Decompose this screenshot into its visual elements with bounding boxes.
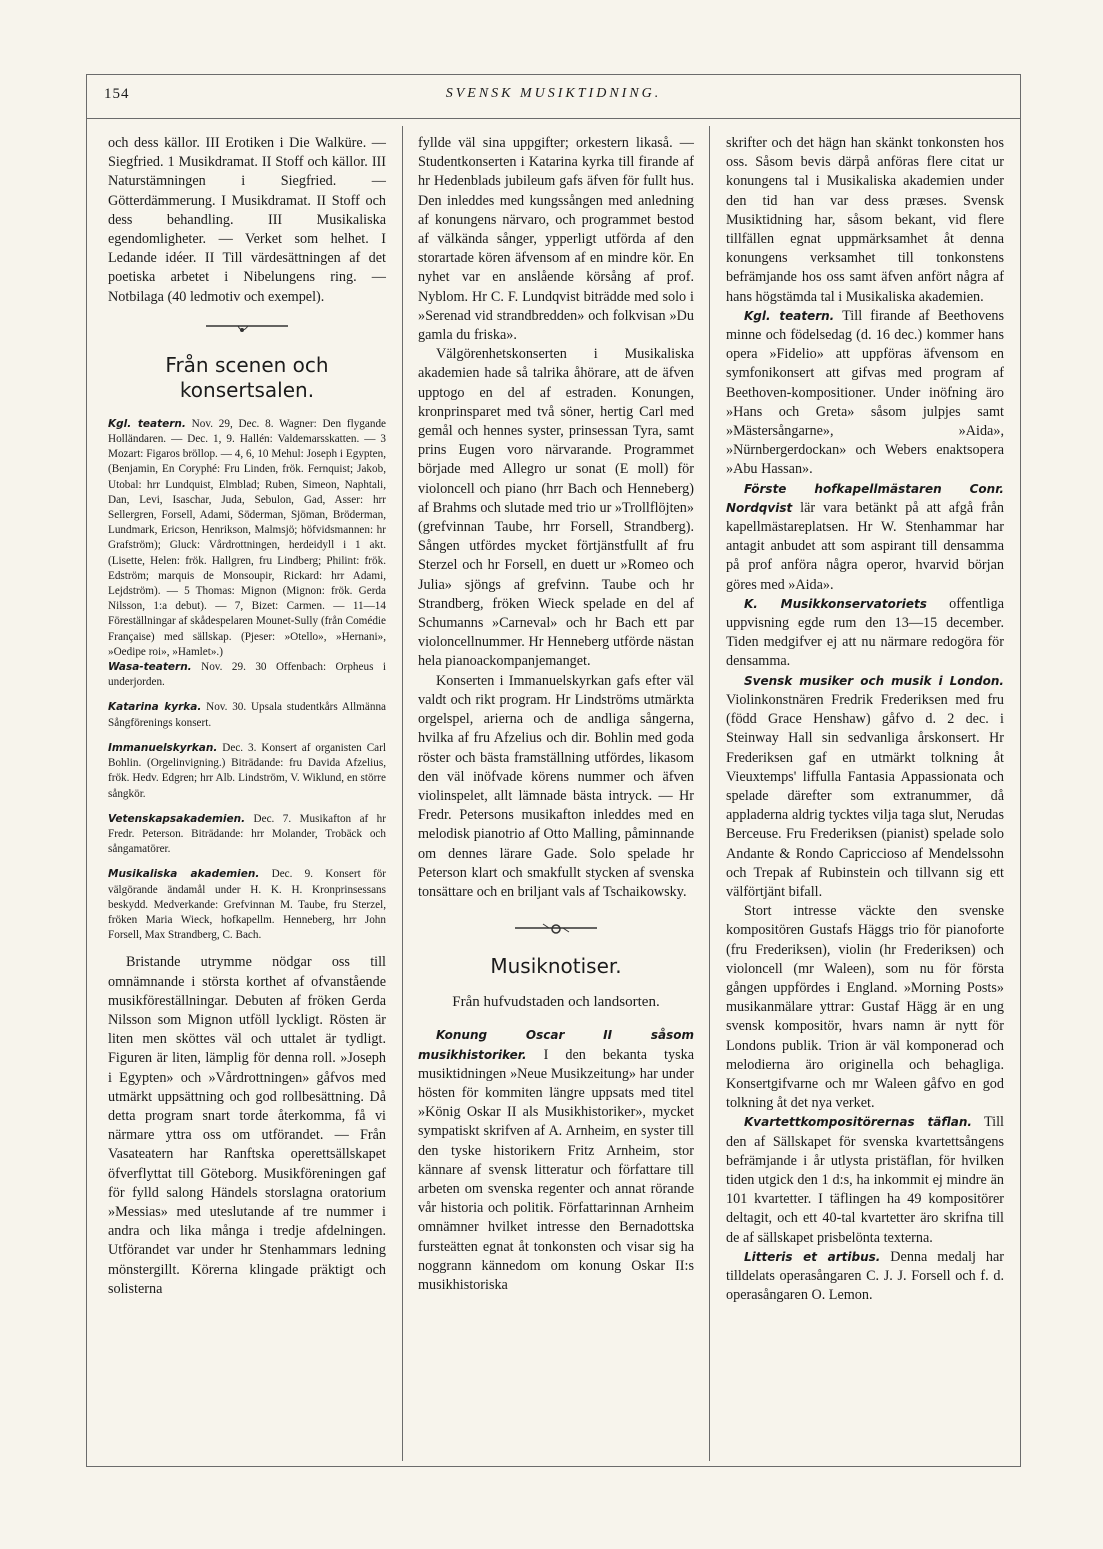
entry-vetenskapsakademien [108,812,386,858]
paragraph [726,595,1004,672]
paragraph-text: Violinkonstnären Fredrik Frederiksen med fru (född Grace Henshaw) gåfvo d. 2 dec. i Steinway Hall sin sedvanliga årskonsert. Hr Frederiksen gaf en utmärkt tolkning åt Vieuxtemps' liffulla Fantasia Appassionata och spelade därefter som extranummer, då appladerna aldrig tycktes vilja taga slut, Nerudas Berceuse. Fru Frederiksen (pianist) spelade solo Andante & Rondo Capriccioso af Mendelssohn och Trepak af Rubinstein och tillvann sig ett välförtjänt bifall. [726,691,1004,900]
paragraph: Stort intresse väckte den svenske kompositören Gustafs Häggs trio för pianoforte (fru Frederiksen), violin (hr Frederiksen) och violoncell (mr Waleen), som nu för första gången uppfördes i England. »Morning Posts» musikanmälare yttrar: Gustaf Hägg är en ung svensk kompositör, hvars namn är nytt för Londons publik. Trion är väl komponerad och melodierna äro originella och behagliga. Konsertgifvarne och mr Waleen gåfvo en god tolkning åt det nya verket. [726,903,1004,1112]
closing-paragraph: Bristande utrymme nödgar oss till omnämnande i största korthet af ofvanstående musikföreställningar. Debuten af fröken Gerda Nilsson som Mignon utföll lyckligt. Rösten är liten men sköttes väl och uttalet är tydligt. Figuren är liten, lämplig för denna roll. »Joseph i Egypten» och »Vårdrottningen» gåfvos med utmärkt uppsättning och god rollbesättning. Då detta program snart torde återkomma, få vi närmare yttra oss om utförandet. — Från Vasateatern har Ranftska operettsällskapet öfverflyttat till Göteborg. Musikföreningen gaf för fylld salong Händels storslagna oratorium »Messias» med uteslutande af tre nummer i andra och lika många i tredje afdelningen. Utförandet var under hr Stenhammars ledning mönstergillt. Körerna klingade präktigt och solisterna [108,954,386,1297]
page-header [86,78,1021,118]
venue-label: Svensk musiker och musik i London. [744,673,1004,688]
intro-paragraph: och dess källor. III Erotiken i Die Walküre. — Siegfried. 1 Musikdramat. II Stoff och källor. III Naturstämningen i Siegfried. — Götterdämmerung. I Musikdramat. II Stoff och dess behandling. III Musikaliska egendomligheter. — Verket som helhet. I Ledande idéer. II Till värdesättningen af det poetiska arbetet i Nibelungens ring. — Notbilaga (40 ledmotiv och exempel). [108,135,386,305]
paragraph: Välgörenhetskonserten i Musikaliska akademien hade så talrika åhörare, att de äfven upptogo en del af estraden. Konungen, kronprinsparet med två söner, hertig Carl med gemål och hennes syster, prinsessan Tyra, samt prins Eugen voro närvarande. Programmet började med Allegro ur sonat (E moll) för violoncell och piano (hrr Bach och Henneberg) af Brahms och slutade med trio ur »Trollflöjten» (grefvinnan Taube, hrr Forsell, Strandberg). Sången utfördes mycket förtjänstfullt af fru Sterzel och hr Forsell, en duett ur »Romeo och Julia» sjöngs af grefvinn. Taube och hr Strandberg, fröken Wieck spelade en del af Schumanns »Carneval» och hr Bach ett par violoncellnummer. Hr Henneberg utförde nästan hela pianoackompanjemanget. [418,346,694,670]
venue-label: Litteris et artibus. [744,1249,881,1264]
paragraph [726,1113,1004,1247]
column-divider [709,126,710,1461]
entry-text: Dec. 9. Konsert för välgörande ändamål under H. K. H. Kronprinsessans beskydd. Medverkande: Grefvinnan M. Taube, fru Sterzel, fröken Maria Wieck, hofkapellm. Henneberg, hrr John Forsell, Max Strandberg, C. Bach. [108,868,386,942]
header-rule [86,118,1021,119]
venue-label: K. Musikkonservatoriets [744,596,927,611]
entry-text: Nov. 29. 30 Offenbach: Orpheus i underjorden. [108,661,386,689]
paragraph-text: offentliga uppvisning egde rum den 13—15 december. Tiden medgifver ej att nu närmare redogöra för densamma. [726,595,1004,670]
paragraph [418,1026,694,1295]
venue-label: Konung Oscar II såsom musikhistoriker. [418,1028,694,1062]
entry-text: Nov. 29, Dec. 8. Wagner: Den flygande Holländaren. — Dec. 1, 9. Hallén: Valdemarsskatten. — 3 Mozart: Figaros bröllop. — 4, 6, 10 Mehul: Joseph i Egypten, (Benjamin, En Coryphé: Fru Linden, frök. Fernquist; Jakob, Utobal: hrr Lundquist, Elmblad; Ruben, Simeon, Naphtali, Dan, Levi, Isaschar, Juda, Sebulon, Gad, Asser: hrr Sellergren, Forsell, Adami, Söderman, Sjöman, Bröderman, Lundmark, Ericson, Henrikson, Malmsjö; höfvidsmannen: hr Grafström); Gluck: Vårdrottningen, herdeidyll i 1 akt. (Lisette, Helen: frök. Hallgren, fru Lindberg; Philint: frök. Edström; marquis de Monsoupir, Rickard: hrr Adami, Lejdström). — 5 Thomas: Mignon (Mignon: frök. Gerda Nilsson, 1:a debut). — 7, Bizet: Carmen. — 11—14 Föreställningar af skådespelaren Mounet-Sully (från Comédie Française) med sällskap. (Pjeser: »Otello», »Hernani», »Oedipe roi», »Hamlet».) [108,417,387,658]
paragraph-text: Denna medalj har tilldelats operasångaren C. J. J. Forsell och f. d. operasångaren O. Lemon. [726,1248,1004,1304]
venue-label: Katarina kyrka. [108,701,202,714]
section-title-notices: Musiknotiser. [490,954,622,979]
paragraph: skrifter och det hägn han skänkt tonkonsten hos oss. Såsom bevis därpå anföras flere citat ur konungens tal i Musikaliska akademien under den tid han var dess præses. Svensk Musiktidning har, såsom bekant, vid flere tillfällen egnat uppmärksamhet åt denna konungens verksamhet till tonkonstens befrämjande hos oss samt äfven anfört några af hans högstämda tal i Musikaliska akademien. [726,135,1004,305]
ornament-divider [418,920,694,938]
entry-immanuelskyrkan [108,741,386,802]
paragraph [726,672,1004,902]
paragraph: Konserten i Immanuelskyrkan gafs efter väl valdt och rikt program. Hr Lindströms utmärkta orgelspel, arierna och de andliga sångerna, hvilka af fru Afzelius och dir. Bohlin med goda röster och bästa framställning utfördes, likasom den väl inöfvade körens nummer och äfven violinspelet, allt lämnade bästa intryck. — Hr Fredr. Petersons musikafton inleddes med en melodisk pianotrio af Otto Malling, påminnande om dennes lärare Gade. Solo spelade hr Peterson klart och smakfullt stycken af svenska tonsättare och en briljant vals af Tschaikowsky. [418,672,694,900]
column-2 [418,134,694,1295]
paragraph-text: lär vara betänkt på att afgå från kapellmästareplatsen. Hr W. Stenhammar har antagit anbudet att som aspirant till densamma på prof anföra några operor, hvarvid början göres med »Aida». [726,499,1004,593]
ornament-divider [108,319,386,337]
column-1 [108,134,386,1299]
journal-title: SVENSK MUSIKTIDNING. [445,86,662,101]
paragraph [726,480,1004,595]
entry-text: Dec. 3. Konsert af organisten Carl Bohlin. (Orgelinvigning.) Biträdande: fru Davida Afzelius, frök. Hedv. Edgren; hrr Alb. Lindström, V. Wiklund, en större sångkör. [108,741,386,800]
entry-text: Nov. 30. Upsala studentkårs Allmänna Sångförenings konsert. [108,701,387,729]
section-subtitle: Från hufvudstaden och landsorten. [452,994,660,1011]
paragraph-text: Till den af Sällskapet för svenska kvartettsångens befrämjande i år utlysta pristäflan, för hvilken tiden utgick den 1 d:s, ha inkommit ej mindre än 101 kvartetter. I täflingen ha 49 kompositörer deltagit, och ett 40-tal kvartetter äro skrifna till de af sällskapet prisbelönta texterna. [726,1114,1004,1246]
venue-label: Kgl. teatern. [744,308,835,323]
venue-label: Wasa-teatern. [108,661,192,674]
entry-kgl-teatern [108,417,386,660]
venue-label: Förste hofkapellmästaren Conr. Nordqvist [726,481,1004,515]
paragraph-text: I den bekanta tyska musiktidningen »Neue Musikzeitung» har under hösten för kommiten längre uppsats med titel »König Oskar II als Musikhistoriker», mycket sympatiskt skrifven af A. Arnheim, en syster till den tyske historikern Fritz Arnheim, stor kännare af svensk litteratur och författare till arbeten om svenska regenter och annat rörande vår historia och politik. Författarinnan Arnheim omnämner hvilket intresse den Bernadottska fursteätten egnat åt tonkonsten och visar sig ha noggrann kännedom om konung Oskar II:s musikhistoriska [418,1046,694,1293]
venue-label: Kgl. teatern. [108,417,186,430]
paragraph: fyllde väl sina uppgifter; orkestern likaså. — Studentkonserten i Katarina kyrka till firande af hr Hedenblads jubileum gafs äfven för fullt hus. Den inleddes med kungssången med anledning af konungens närvaro, och programmet bestod af välkända sånger, ypperligt utförda af den storartade kören äfvensom af en mindre kör. En nyhet var en anslående körsång af prof. Nyblom. Hr C. F. Lundqvist biträdde med solo i »Serenad vid strandbredden» och folkvisan »Du gamla du friska». [418,135,694,344]
section-title-stage: Från scenen och konsertsalen. [165,352,329,402]
paragraph-text: Till firande af Beethovens minne och födelsedag (d. 16 dec.) kommer hans opera »Fidelio» att uppföras äfvensom en symfonikonsert att gifvas med program af Beethoven-kompositioner. Under inöfning äro »Hans och Greta» såsom julpjes samt »Mästersångarne», »Aida», »Nürnbergerdockan» och Webers enaktsopera »Abu Hassan». [726,307,1005,478]
column-3 [726,134,1004,1305]
column-divider [402,126,403,1461]
venue-label: Musikaliska akademien. [108,868,260,881]
venue-label: Immanuelskyrkan. [108,741,218,754]
page-number: 154 [104,86,130,102]
entry-katarina-kyrka [108,700,386,730]
paragraph [726,1248,1004,1306]
venue-label: Vetenskapsakademien. [108,812,246,825]
entry-text: Dec. 7. Musikafton af hr Fredr. Peterson. Biträdande: hrr Molander, Trobäck och sångamatörer. [108,812,386,856]
paragraph [726,307,1004,480]
entry-wasa-teatern [108,660,386,690]
venue-label: Kvartettkompositörernas täflan. [744,1115,972,1130]
entry-musikaliska-akademien [108,867,386,943]
